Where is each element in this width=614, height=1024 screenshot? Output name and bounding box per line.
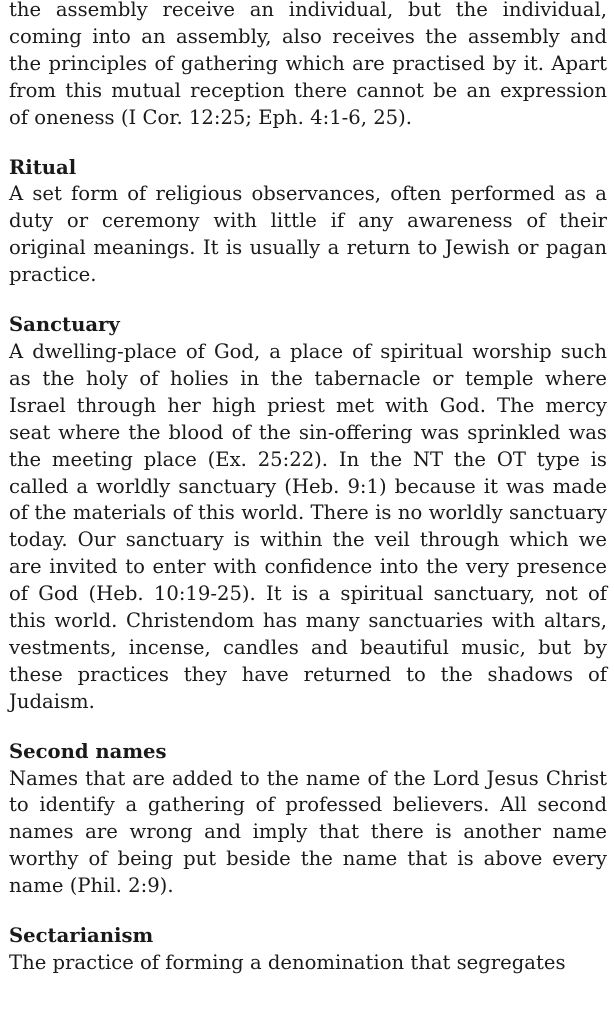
entry-definition: Names that are added to the name of the Lord Jesus Christ to identify a gathering of professed believers. All second names are wrong and imply that there is another name worthy of being put beside the name that is above every name (Phil. 2:9). bbox=[9, 766, 607, 898]
glossary-entry-second-names bbox=[9, 739, 607, 900]
glossary-entry-sanctuary bbox=[9, 312, 607, 716]
entry-definition: A set form of religious observances, often performed as a duty or ceremony with little if any awareness of their original meanings. It is usually a return to Jewish or pagan practice. bbox=[9, 182, 607, 287]
entry-definition: The practice of forming a denomination that segregates bbox=[9, 951, 566, 974]
document-page bbox=[9, 0, 607, 977]
glossary-entry-sectarianism bbox=[9, 923, 607, 977]
entry-term: Sectarianism bbox=[9, 924, 154, 948]
entry-term: Sanctuary bbox=[9, 313, 120, 337]
entry-definition: A dwelling-place of God, a place of spiritual worship such as the holy of holies in the tabernacle or temple where Israel through her high priest met with God. The mercy seat where the blood of the sin-offering was sprinkled was the meeting place (Ex. 25:22). In the NT the OT type is called a worldly sanctuary (Heb. 9:1) because it was made of the materials of this world. There is no worldly sanctuary today. Our sanctuary is within the veil through which we are invited to enter with confidence into the very presence of God (Heb. 10:19-25). It is a spiritual sanctuary, not of this world. Christendom has many sanctuaries with altars, vestments, incense, candles and beautiful music, but by these practices they have returned to the shadows of Judaism. bbox=[9, 339, 607, 713]
entry-term: Second names bbox=[9, 739, 167, 763]
intro-paragraph: the assembly receive an individual, but the individual, coming into an assembly, also receives the assembly and the principles of gathering which are practised by it. Apart from this mutual reception there cannot be an expression of oneness (I Cor. 12:25; Eph. 4:1-6, 25). bbox=[9, 0, 607, 129]
entry-term: Ritual bbox=[9, 155, 77, 179]
glossary-entry-ritual bbox=[9, 155, 607, 290]
